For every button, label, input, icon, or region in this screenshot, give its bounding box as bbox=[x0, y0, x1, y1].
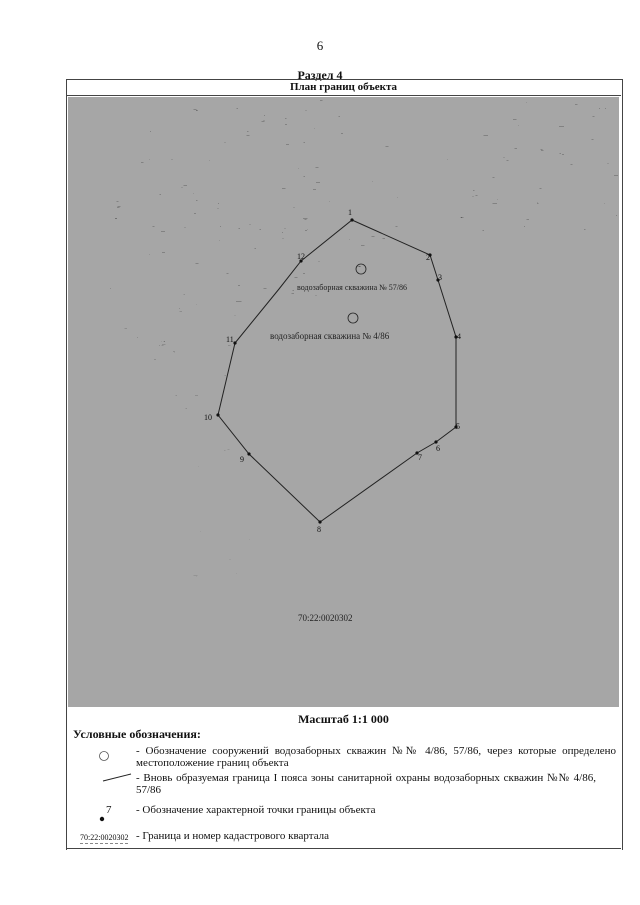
well-label: водозаборная скважина № 57/86 bbox=[297, 283, 408, 292]
legend-text: - Граница и номер кадастрового квартала bbox=[136, 830, 330, 842]
site-plan-map bbox=[68, 97, 619, 707]
legend-item-point bbox=[136, 804, 616, 816]
point-label: 10 bbox=[204, 413, 212, 422]
legend-item-quarter bbox=[136, 830, 616, 842]
point-symbol-label: 7 bbox=[106, 804, 112, 816]
point-label: 4 bbox=[457, 332, 461, 341]
boundary-point bbox=[350, 218, 353, 221]
quarter-symbol-label: 70:22:0020302 bbox=[80, 833, 129, 842]
point-label: 9 bbox=[240, 455, 244, 464]
point-label: 1 bbox=[348, 208, 352, 217]
point-label: 3 bbox=[438, 273, 442, 282]
point-label: 8 bbox=[317, 525, 321, 534]
boundary-point bbox=[318, 520, 321, 523]
point-label: 11 bbox=[226, 335, 234, 344]
cadastral-quarter-label: 70:22:0020302 bbox=[298, 613, 353, 623]
boundary-point bbox=[216, 413, 219, 416]
point-label: 2 bbox=[426, 253, 430, 262]
frame-bottom bbox=[66, 848, 621, 849]
boundary-point bbox=[233, 341, 236, 344]
point-label: 6 bbox=[436, 444, 440, 453]
plan-title: План границ объекта bbox=[66, 79, 621, 96]
page-number: 6 bbox=[316, 38, 324, 53]
point-label: 7 bbox=[418, 453, 422, 462]
legend-text: - Обозначение сооружений водозаборных скважин №№ 4/86, 57/86, через которые определено местоположение границ объекта bbox=[136, 745, 616, 769]
circle-icon bbox=[98, 750, 110, 762]
legend-item-wells bbox=[136, 745, 616, 769]
legend-text: - Вновь образуемая граница I пояса зоны санитарной охраны водозаборных скважин №№ 4/86, 57/86 bbox=[136, 772, 596, 796]
line-icon bbox=[102, 771, 132, 783]
well-label: водозаборная скважина № 4/86 bbox=[270, 331, 390, 341]
boundary-point bbox=[247, 452, 250, 455]
point-label: 12 bbox=[297, 252, 305, 261]
section-title: Раздел 4 bbox=[297, 68, 343, 82]
legend-title: Условные обозначения: bbox=[73, 727, 201, 741]
legend-text: - Обозначение характерной точки границы объекта bbox=[136, 804, 376, 816]
point-label: 5 bbox=[456, 422, 460, 431]
legend-item-boundary bbox=[136, 772, 596, 796]
map-scale: Масштаб 1:1 000 bbox=[298, 712, 389, 726]
point-icon bbox=[99, 816, 105, 822]
